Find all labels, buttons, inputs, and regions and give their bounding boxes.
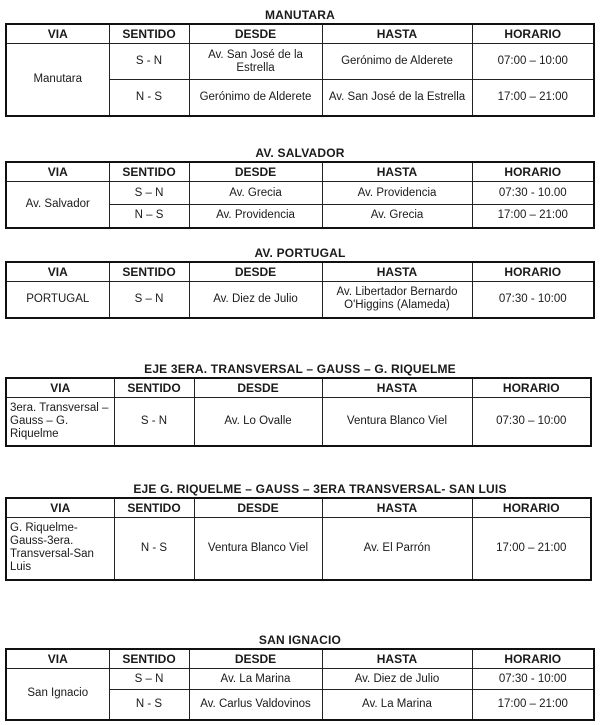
- header-sentido: SENTIDO: [109, 262, 189, 282]
- table-header-row: [6, 262, 594, 282]
- header-horario: HORARIO: [472, 24, 594, 44]
- table-row: [6, 518, 591, 580]
- header-horario: HORARIO: [472, 162, 594, 182]
- schedule-table-eje-riquelme: [5, 497, 592, 581]
- header-via: VIA: [6, 162, 109, 182]
- header-sentido: SENTIDO: [109, 649, 189, 669]
- header-desde: DESDE: [189, 24, 322, 44]
- header-hasta: HASTA: [322, 262, 472, 282]
- table-header-row: [6, 498, 591, 518]
- hasta-cell: Av. Grecia: [322, 205, 472, 228]
- table-header-row: [6, 162, 594, 182]
- section-title-portugal: AV. PORTUGAL: [254, 246, 346, 260]
- via-cell: San Ignacio: [6, 669, 109, 720]
- desde-cell: Ventura Blanco Viel: [194, 518, 322, 580]
- schedule-table-salvador: [5, 161, 595, 229]
- header-sentido: SENTIDO: [114, 498, 194, 518]
- table-row: [6, 669, 594, 690]
- desde-cell: Av. Lo Ovalle: [194, 398, 322, 446]
- desde-cell: Gerónimo de Alderete: [189, 80, 322, 116]
- via-cell: G. Riquelme-Gauss-3era. Transversal-San Luis: [6, 518, 114, 580]
- header-hasta: HASTA: [322, 649, 472, 669]
- horario-cell: 17:00 – 21:00: [472, 690, 594, 720]
- desde-cell: Av. Grecia: [189, 182, 322, 205]
- header-hasta: HASTA: [322, 498, 472, 518]
- section-title-eje-transversal: EJE 3ERA. TRANSVERSAL – GAUSS – G. RIQUELME: [144, 362, 456, 376]
- via-cell: 3era. Transversal – Gauss – G. Riquelme: [6, 398, 114, 446]
- sentido-cell: S - N: [109, 44, 189, 80]
- table-header-row: [6, 378, 591, 398]
- via-cell: PORTUGAL: [6, 282, 109, 318]
- sentido-cell: N - S: [109, 80, 189, 116]
- header-hasta: HASTA: [322, 24, 472, 44]
- hasta-cell: Av. Providencia: [322, 182, 472, 205]
- sentido-cell: S – N: [109, 282, 189, 318]
- hasta-cell: Av. La Marina: [322, 690, 472, 720]
- horario-cell: 07:30 - 10.00: [472, 182, 594, 205]
- table-header-row: [6, 649, 594, 669]
- horario-cell: 17:00 – 21:00: [472, 205, 594, 228]
- section-title-eje-riquelme: EJE G. RIQUELME – GAUSS – 3ERA TRANSVERSAL- SAN LUIS: [133, 482, 507, 496]
- horario-cell: 17:00 – 21:00: [472, 518, 591, 580]
- hasta-cell: Av. Diez de Julio: [322, 669, 472, 690]
- header-hasta: HASTA: [322, 378, 472, 398]
- header-desde: DESDE: [189, 262, 322, 282]
- header-via: VIA: [6, 24, 109, 44]
- horario-cell: 07:30 - 10:00: [472, 282, 594, 318]
- header-sentido: SENTIDO: [109, 24, 189, 44]
- sentido-cell: N – S: [109, 205, 189, 228]
- header-sentido: SENTIDO: [109, 162, 189, 182]
- hasta-cell: Av. Libertador Bernardo O'Higgins (Alameda): [322, 282, 472, 318]
- table-header-row: [6, 24, 594, 44]
- header-horario: HORARIO: [472, 649, 594, 669]
- via-cell: Manutara: [6, 44, 109, 116]
- horario-cell: 17:00 – 21:00: [472, 80, 594, 116]
- hasta-cell: Gerónimo de Alderete: [322, 44, 472, 80]
- header-via: VIA: [6, 262, 109, 282]
- section-title-san-ignacio: SAN IGNACIO: [258, 633, 342, 647]
- header-sentido: SENTIDO: [114, 378, 194, 398]
- header-desde: DESDE: [194, 498, 322, 518]
- sentido-cell: S – N: [109, 182, 189, 205]
- section-title-manutara: MANUTARA: [264, 8, 336, 22]
- hasta-cell: Av. El Parrón: [322, 518, 472, 580]
- header-via: VIA: [6, 649, 109, 669]
- horario-cell: 07:00 – 10:00: [472, 44, 594, 80]
- sentido-cell: N - S: [109, 690, 189, 720]
- via-cell: Av. Salvador: [6, 182, 109, 228]
- table-row: [6, 44, 594, 80]
- desde-cell: Av. Carlus Valdovinos: [189, 690, 322, 720]
- hasta-cell: Ventura Blanco Viel: [322, 398, 472, 446]
- section-title-salvador: AV. SALVADOR: [255, 146, 345, 160]
- hasta-cell: Av. San José de la Estrella: [322, 80, 472, 116]
- header-horario: HORARIO: [472, 498, 591, 518]
- horario-cell: 07:30 – 10:00: [472, 398, 591, 446]
- schedule-table-portugal: [5, 261, 595, 319]
- header-desde: DESDE: [189, 162, 322, 182]
- header-desde: DESDE: [189, 649, 322, 669]
- table-row: [6, 398, 591, 446]
- header-desde: DESDE: [194, 378, 322, 398]
- schedule-table-manutara: [5, 23, 595, 117]
- table-row: [6, 182, 594, 205]
- desde-cell: Av. La Marina: [189, 669, 322, 690]
- horario-cell: 07:30 - 10:00: [472, 669, 594, 690]
- header-horario: HORARIO: [472, 262, 594, 282]
- desde-cell: Av. Diez de Julio: [189, 282, 322, 318]
- header-hasta: HASTA: [322, 162, 472, 182]
- schedule-table-eje-transversal: [5, 377, 592, 447]
- sentido-cell: N - S: [114, 518, 194, 580]
- table-row: [6, 282, 594, 318]
- schedule-table-san-ignacio: [5, 648, 595, 721]
- sentido-cell: S – N: [109, 669, 189, 690]
- sentido-cell: S - N: [114, 398, 194, 446]
- desde-cell: Av. Providencia: [189, 205, 322, 228]
- desde-cell: Av. San José de la Estrella: [189, 44, 322, 80]
- header-via: VIA: [6, 498, 114, 518]
- header-horario: HORARIO: [472, 378, 591, 398]
- header-via: VIA: [6, 378, 114, 398]
